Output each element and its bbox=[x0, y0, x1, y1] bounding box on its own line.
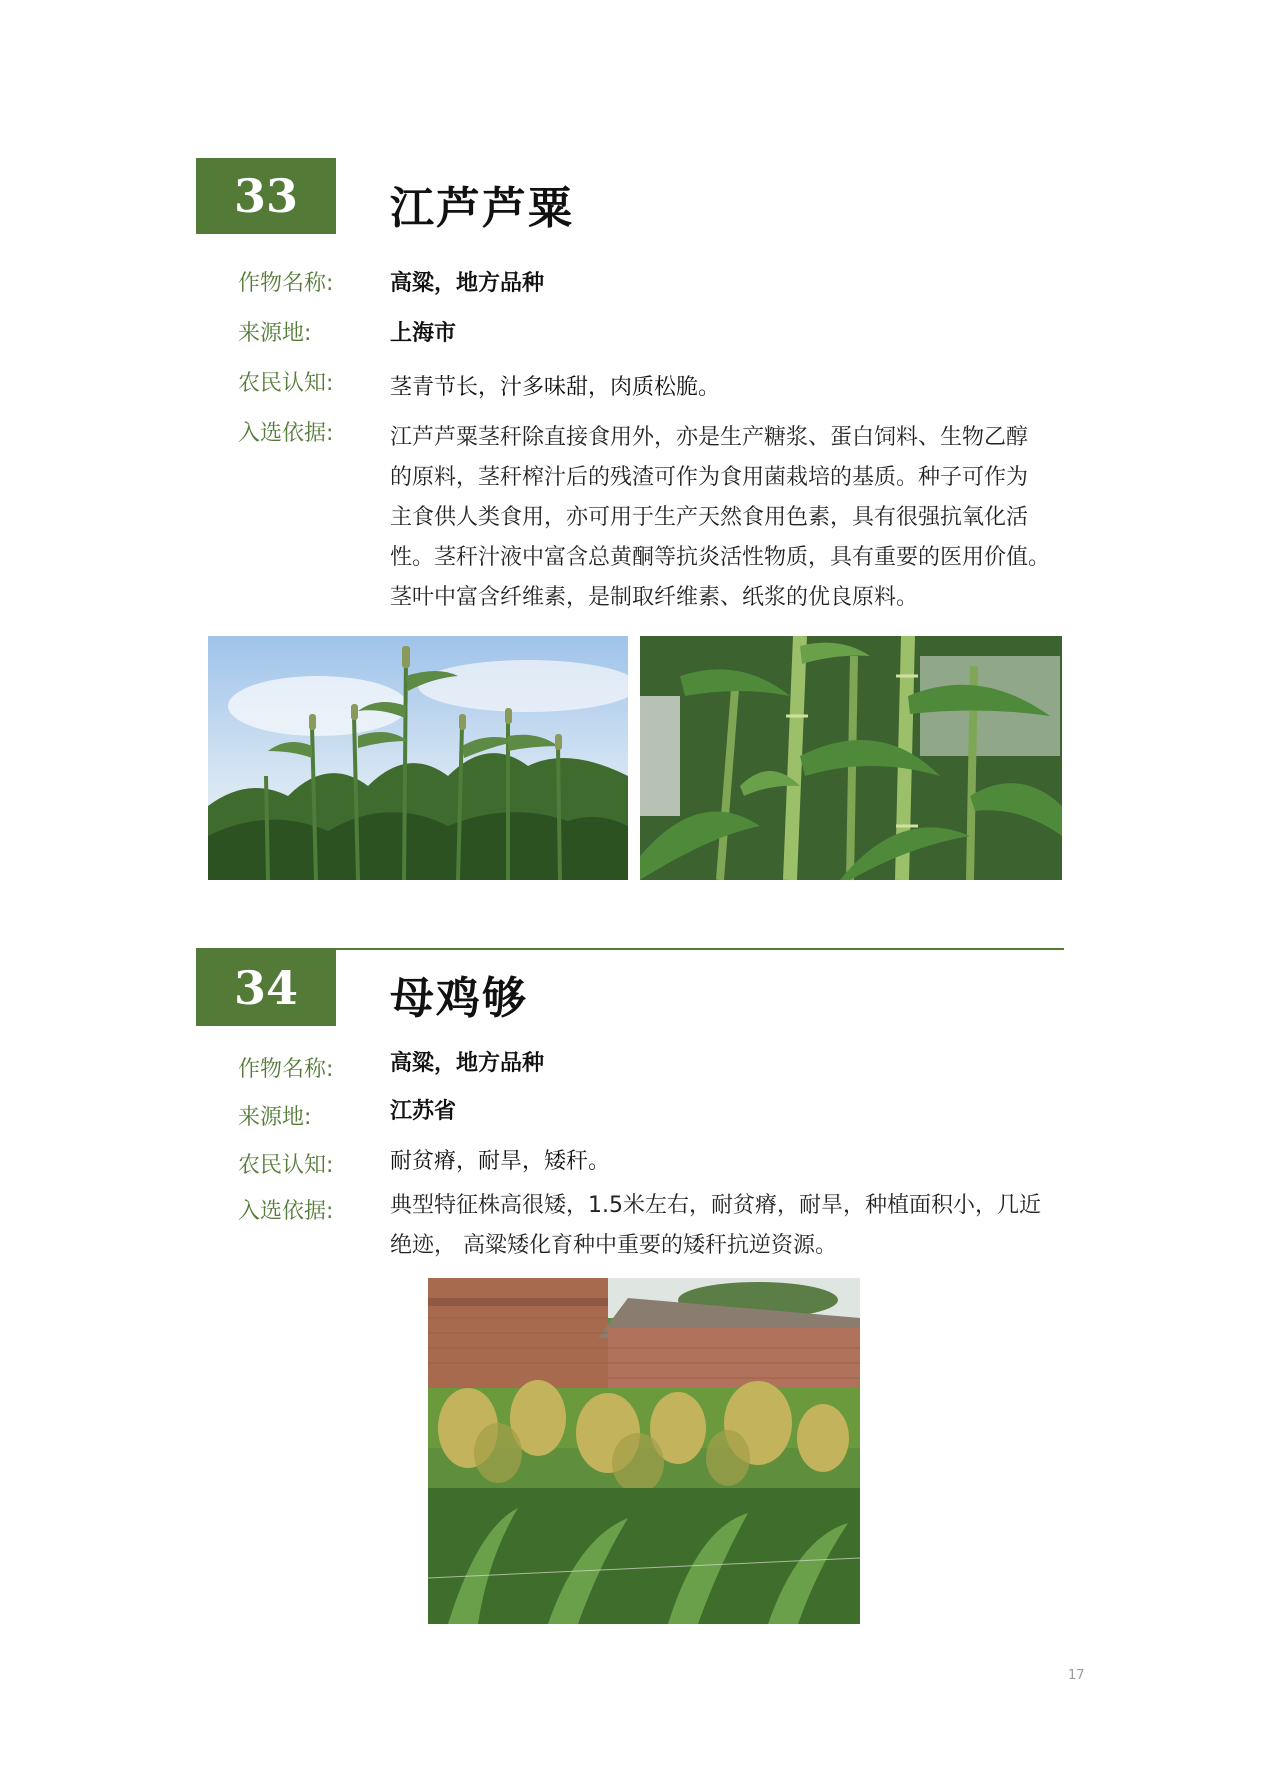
selection-basis-paragraph bbox=[390, 1186, 1070, 1266]
field-value-origin: 江苏省 bbox=[390, 1099, 457, 1124]
entry-number-badge: 33 bbox=[196, 158, 336, 234]
field-label-farmer-knowledge: 农民认知: bbox=[238, 1153, 334, 1178]
field-label-farmer-knowledge: 农民认知: bbox=[238, 371, 334, 396]
field-label-origin: 来源地: bbox=[238, 321, 312, 346]
dwarf-sorghum-brick-wall-photo bbox=[428, 1278, 860, 1624]
entry-title: 江芦芦粟 bbox=[390, 183, 574, 234]
paragraph-line: 的原料，茎秆榨汁后的残渣可作为食用菌栽培的基质。种子可作为 bbox=[390, 465, 1029, 490]
sorghum-field-sky-photo bbox=[208, 636, 628, 880]
paragraph-line: 绝迹， 高粱矮化育种中重要的矮秆抗逆资源。 bbox=[390, 1233, 837, 1258]
selection-basis-paragraph bbox=[390, 418, 1070, 618]
entry-number-badge: 34 bbox=[196, 950, 336, 1026]
field-label-selection-basis: 入选依据: bbox=[238, 421, 334, 446]
field-label-crop-name: 作物名称: bbox=[238, 1057, 334, 1082]
field-value-farmer-knowledge: 茎青节长，汁多味甜，肉质松脆。 bbox=[390, 375, 721, 400]
field-label-crop-name: 作物名称: bbox=[238, 271, 334, 296]
sorghum-stalks-closeup-photo bbox=[640, 636, 1062, 880]
field-value-crop-name: 高粱，地方品种 bbox=[390, 271, 545, 296]
paragraph-line: 主食供人类食用，亦可用于生产天然食用色素，具有很强抗氧化活 bbox=[390, 505, 1029, 530]
field-value-origin: 上海市 bbox=[390, 321, 457, 346]
paragraph-line: 典型特征株高很矮，1.5米左右，耐贫瘠，耐旱，种植面积小，几近 bbox=[390, 1193, 1041, 1218]
entry-title: 母鸡够 bbox=[390, 973, 528, 1024]
field-label-origin: 来源地: bbox=[238, 1105, 312, 1130]
field-value-farmer-knowledge: 耐贫瘠，耐旱，矮秆。 bbox=[390, 1149, 611, 1174]
paragraph-line: 茎叶中富含纤维素，是制取纤维素、纸浆的优良原料。 bbox=[390, 585, 919, 610]
page-number: 17 bbox=[1068, 1668, 1085, 1683]
paragraph-line: 性。茎秆汁液中富含总黄酮等抗炎活性物质，具有重要的医用价值。 bbox=[390, 545, 1051, 570]
paragraph-line: 江芦芦粟茎秆除直接食用外，亦是生产糖浆、蛋白饲料、生物乙醇 bbox=[390, 425, 1029, 450]
field-value-crop-name: 高粱，地方品种 bbox=[390, 1051, 545, 1076]
field-label-selection-basis: 入选依据: bbox=[238, 1199, 334, 1224]
